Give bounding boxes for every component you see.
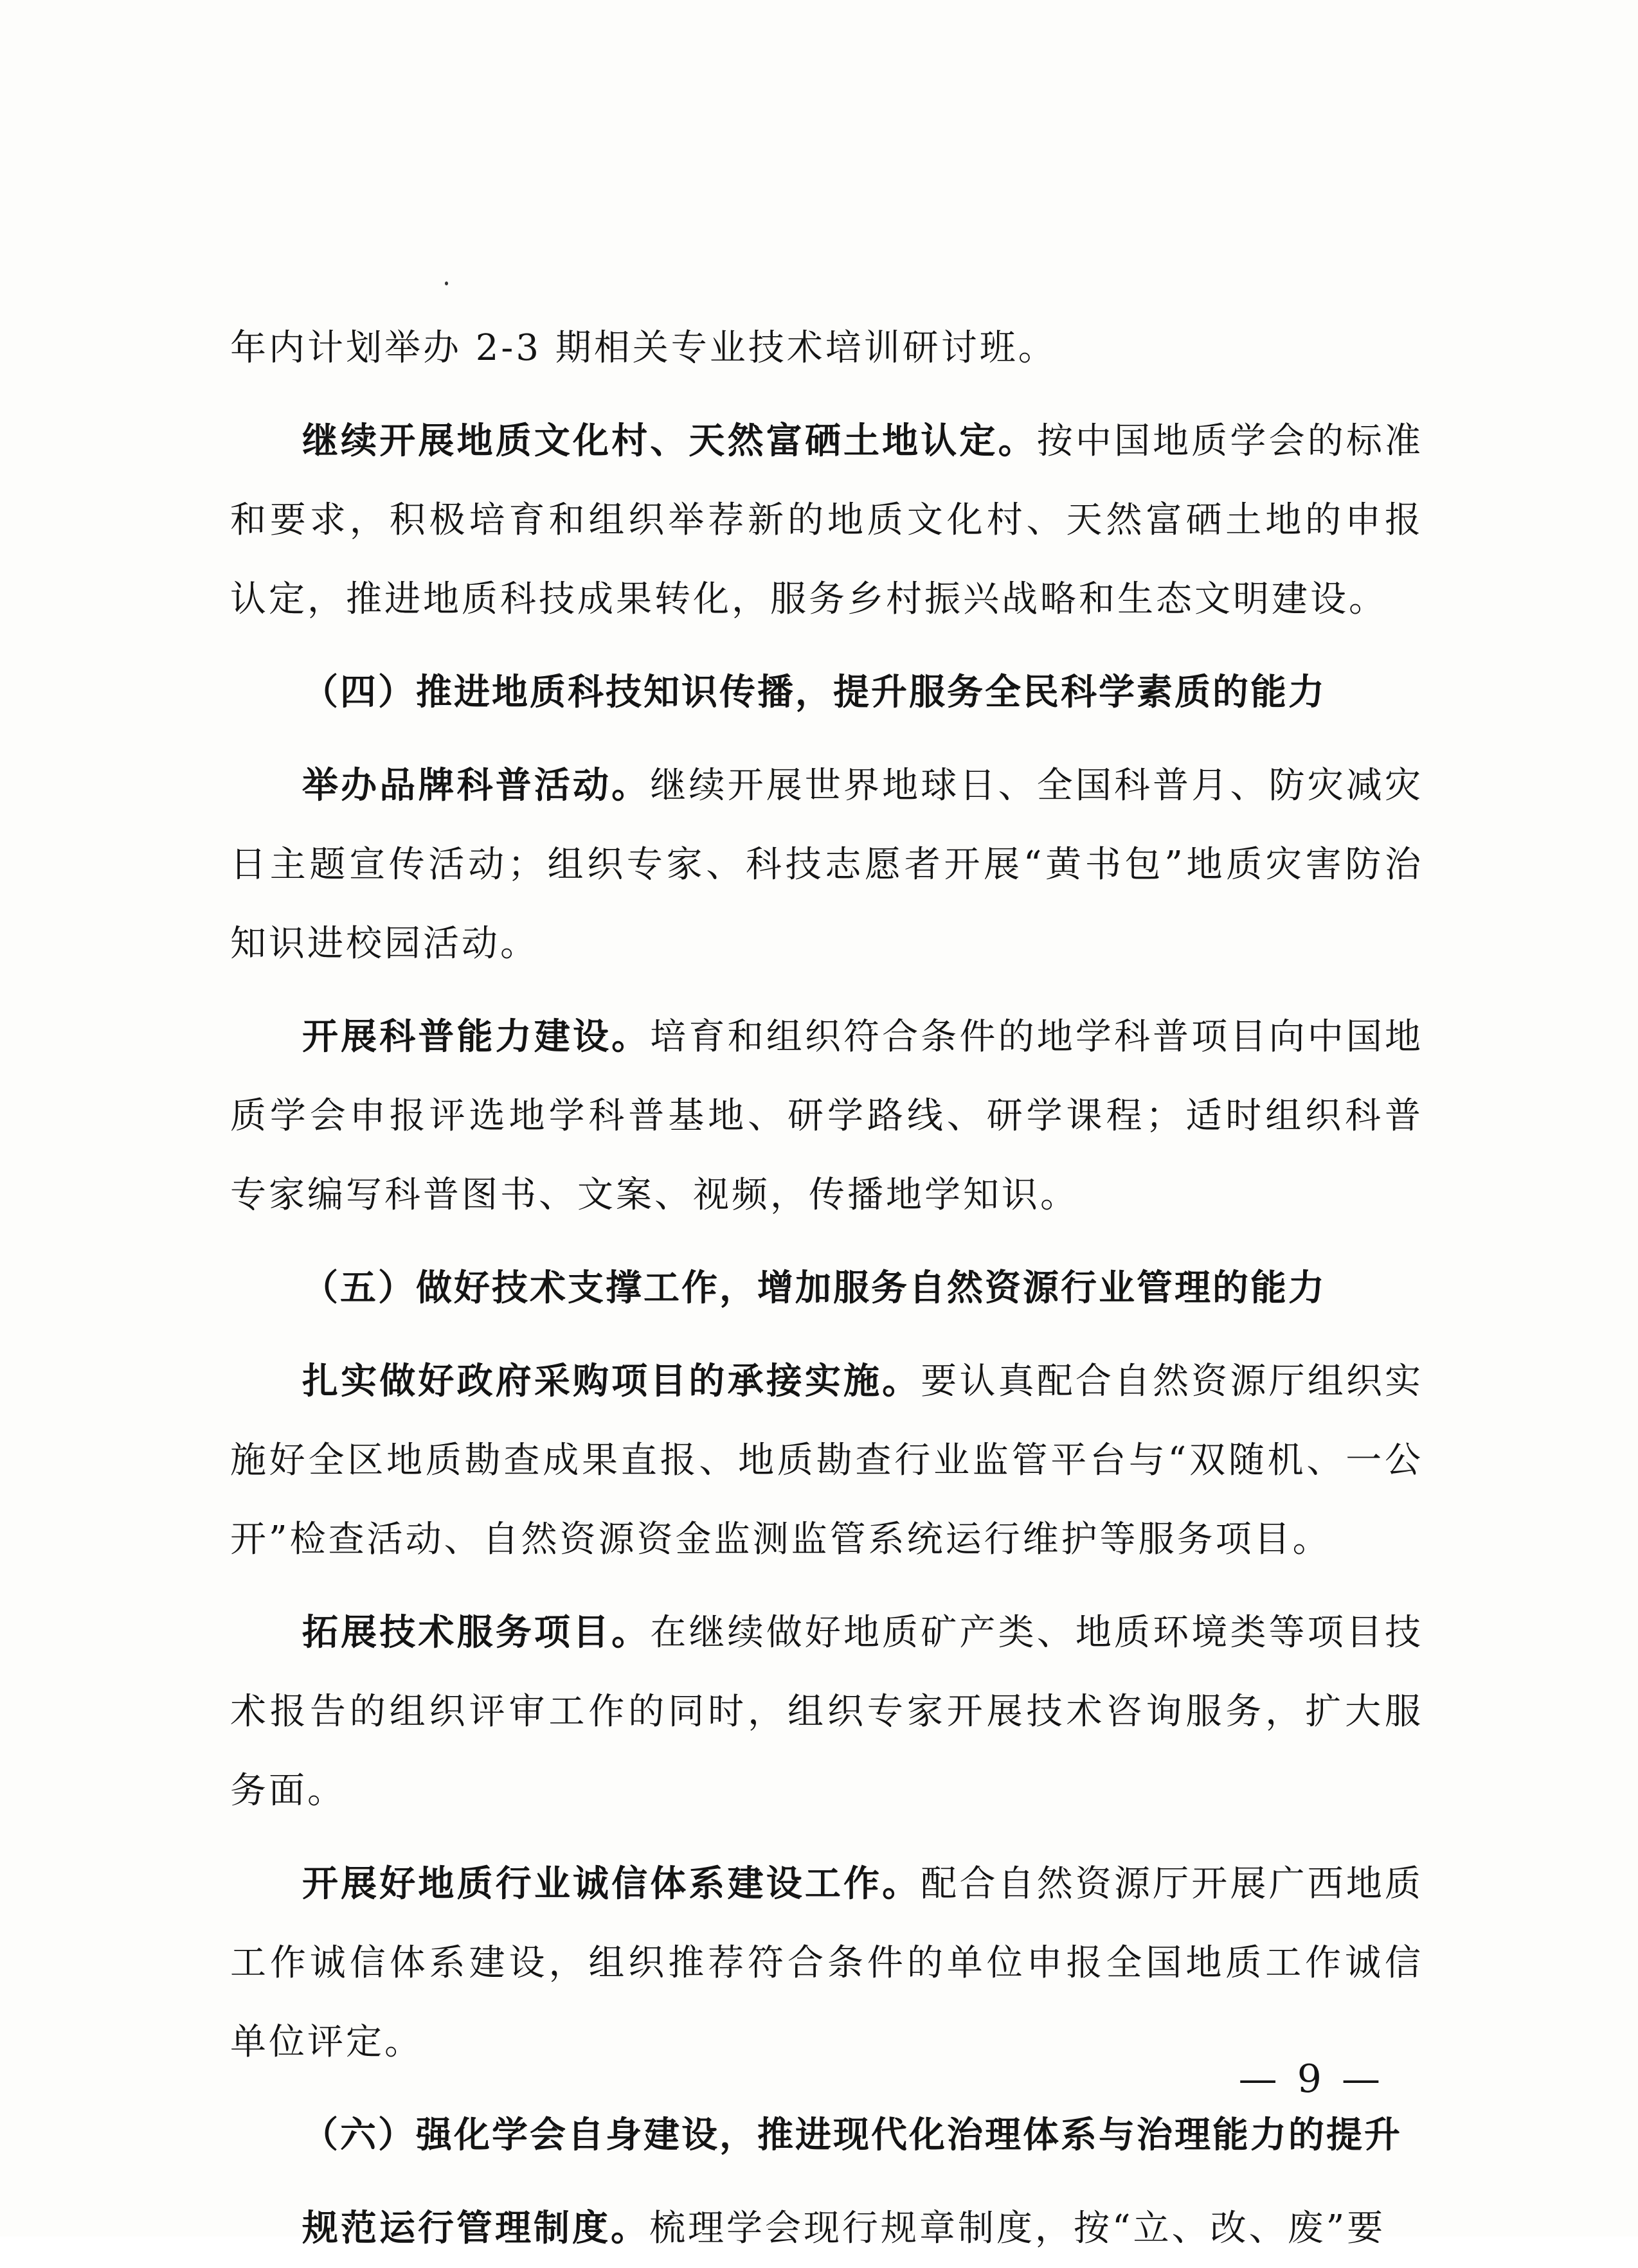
paragraph-text: 按中国地质学会的标准和要求，积极培育和组织举荐新的地质文化村、天然富硒土地的申报认定，推进地质科技成果转化，服务乡村振兴战略和生态文明建设。 xyxy=(230,420,1424,620)
paragraph-text: 继续开展世界地球日、全国科普月、防灾减灾日主题宣传活动；组织专家、科技志愿者开展“黄书包”地质灾害防治知识进校园活动。 xyxy=(230,765,1424,965)
paragraph-lead: 开展科普能力建设。 xyxy=(302,1016,651,1058)
paragraph-lead: 拓展技术服务项目。 xyxy=(302,1612,651,1654)
document-body xyxy=(230,308,1423,2268)
paragraph-procurement xyxy=(230,1342,1423,1579)
paragraph-lead: 继续开展地质文化村、天然富硒土地认定。 xyxy=(302,420,1037,462)
paragraph-lead: 扎实做好政府采购项目的承接实施。 xyxy=(302,1361,921,1402)
paragraph-regulations xyxy=(230,2189,1423,2268)
paragraph-text: 在继续做好地质矿产类、地质环境类等项目技术报告的组织评审工作的同时，组织专家开展技术咨询服务，扩大服务面。 xyxy=(230,1612,1424,1812)
paragraph-integrity-system xyxy=(230,1844,1423,2082)
paragraph-tech-services xyxy=(230,1593,1423,1830)
section-heading-4: （四）推进地质科技知识传播，提升服务全民科学素质的能力 xyxy=(302,672,1326,713)
section-heading-5: （五）做好技术支撑工作，增加服务自然资源行业管理的能力 xyxy=(302,1267,1326,1309)
page-number: — 9 — xyxy=(1238,2057,1384,2102)
paragraph-text: 培育和组织符合条件的地学科普项目向中国地质学会申报评选地学科普基地、研学路线、研学课程；适时组织科普专家编写科普图书、文案、视频，传播地学知识。 xyxy=(230,1016,1424,1216)
paragraph-text: 配合自然资源厅开展广西地质工作诚信体系建设，组织推荐符合条件的单位申报全国地质工作诚信单位评定。 xyxy=(230,1863,1424,2063)
paragraph-lead: 规范运行管理制度。 xyxy=(302,2208,649,2249)
paragraph-text: 年内计划举办 2-3 期相关专业技术培训研讨班。 xyxy=(230,327,1057,369)
paragraph-geo-village xyxy=(230,402,1423,639)
scan-speck xyxy=(445,281,448,285)
paragraph-lead: 开展好地质行业诚信体系建设工作。 xyxy=(302,1863,921,1905)
paragraph-capacity-building xyxy=(230,997,1423,1235)
paragraph-brand-activities xyxy=(230,746,1423,983)
section-heading-6: （六）强化学会自身建设，推进现代化治理体系与治理能力的提升 xyxy=(302,2114,1402,2156)
paragraph-text: 要认真配合自然资源厅组织实施好全区地质勘查成果直报、地质勘查行业监管平台与“双随机、一公开”检查活动、自然资源资金监测监管系统运行维护等服务项目。 xyxy=(230,1361,1424,1560)
paragraph-continuation xyxy=(230,308,1423,388)
paragraph-lead: 举办品牌科普活动。 xyxy=(302,765,651,807)
paragraph-text: 梳理学会现行规章制度，按“立、改、废”要 xyxy=(649,2208,1386,2249)
